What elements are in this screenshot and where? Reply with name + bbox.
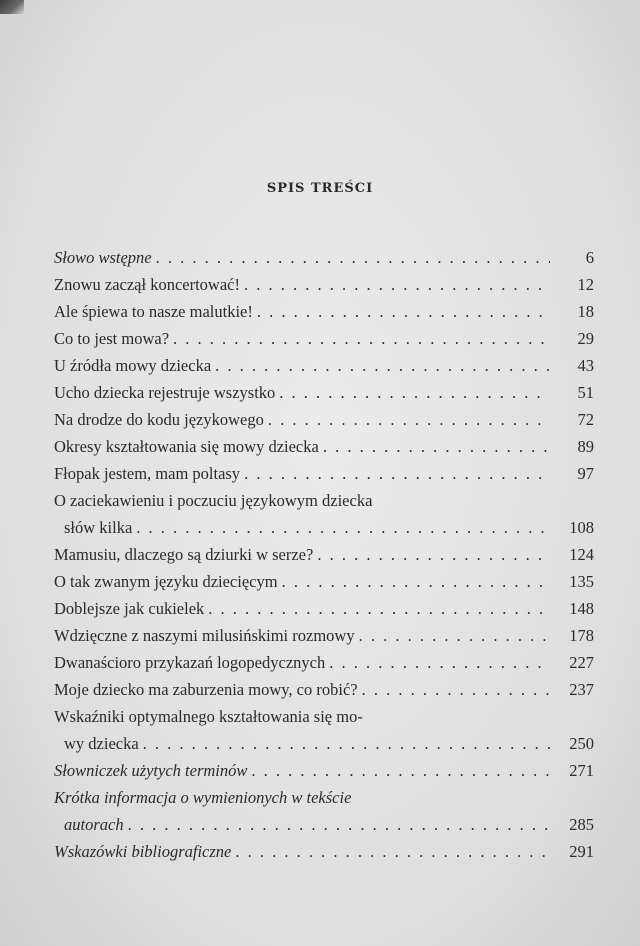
dot-leader [124,815,550,835]
toc-entry [54,275,594,302]
toc-entry-title: Krótka informacja o wymienionych w tekście [54,788,352,807]
toc-entry-page: 291 [569,842,594,861]
toc-entry-title: wy dziecka [64,734,139,753]
dot-leader [264,410,550,430]
toc-entry-page: 148 [569,599,594,618]
toc-entry-page: 250 [569,734,594,753]
toc-entry-title: Okresy kształtowania się mowy dziecka [54,437,319,456]
toc-entry-title: Znowu zaczął koncertować! [54,275,240,294]
toc-entry-page: 124 [569,545,594,564]
toc-entry [54,842,594,869]
toc-entry-page: 6 [585,248,594,267]
toc-entry [54,491,594,518]
toc-entry-title: Słowniczek użytych terminów [54,761,248,780]
toc-entry-title: Dwanaścioro przykazań logopedycznych [54,653,326,672]
toc-entry [54,761,594,788]
toc-entry-title: Na drodze do kodu językowego [54,410,264,429]
dot-leader [278,572,550,592]
toc-entry-title: słów kilka [64,518,133,537]
toc-entry [54,572,594,599]
toc-entry-page: 18 [577,302,594,321]
toc-entry [54,680,594,707]
dot-leader [240,464,550,484]
page-corner-shadow [0,0,24,14]
toc-entry-title: U źródła mowy dziecka [54,356,212,375]
toc-entry [54,383,594,410]
dot-leader [253,302,550,322]
toc-entry [54,734,594,761]
dot-leader [358,680,550,700]
dot-leader [325,653,550,673]
toc-entry [54,518,594,545]
toc-entry-page: 135 [569,572,594,591]
toc-entry-page: 43 [577,356,594,375]
dot-leader [355,626,550,646]
dot-leader [319,437,550,457]
toc-entry-title: Ucho dziecka rejestruje wszystko [54,383,276,402]
toc-entry-page: 237 [569,680,594,699]
toc-entry [54,356,594,383]
toc-entry-title: O tak zwanym języku dziecięcym [54,572,278,591]
toc-entry-title: Moje dziecko ma zaburzenia mowy, co robić? [54,680,358,699]
dot-leader [204,599,550,619]
toc-entry-page: 51 [577,383,594,402]
toc-entry-page: 271 [569,761,594,780]
toc-entry-page: 97 [577,464,594,483]
toc-entry-page: 285 [569,815,594,834]
page-title: SPIS TREŚCI [266,181,374,196]
toc-entry-title: O zaciekawieniu i poczuciu językowym dziecka [54,491,373,510]
toc-entry-title: autorach [64,815,124,834]
toc-entry [54,329,594,356]
toc-entry-title: Co to jest mowa? [54,329,170,348]
toc-entry [54,653,594,680]
toc-entry-page: 227 [569,653,594,672]
dot-leader [132,518,550,538]
toc-entry [54,464,594,491]
toc-entry-page: 29 [577,329,594,348]
dot-leader [152,248,550,268]
toc-entry-title: Mamusiu, dlaczego są dziurki w serze? [54,545,314,564]
toc-entry [54,437,594,464]
toc-entry-title: Słowo wstępne [54,248,152,267]
toc-entry [54,626,594,653]
toc-entry-page: 89 [577,437,594,456]
dot-leader [247,761,550,781]
toc-entry [54,248,594,275]
toc-entry-title: Ale śpiewa to nasze malutkie! [54,302,253,321]
toc-entry-page: 12 [577,275,594,294]
toc-entry-title: Doblejsze jak cukielek [54,599,205,618]
toc-entry [54,599,594,626]
toc-entry-page: 108 [569,518,594,537]
toc-entry [54,788,594,815]
table-of-contents [54,248,594,869]
dot-leader [139,734,550,754]
dot-leader [169,329,550,349]
toc-entry-title: Wdzięczne z naszymi milusińskimi rozmowy [54,626,355,645]
toc-entry-title: Fłopak jestem, mam poltasy [54,464,241,483]
toc-entry [54,707,594,734]
dot-leader [231,842,550,862]
dot-leader [240,275,550,295]
toc-entry-title: Wskaźniki optymalnego kształtowania się mo- [54,707,363,726]
toc-entry [54,410,594,437]
toc-entry-page: 178 [569,626,594,645]
dot-leader [275,383,550,403]
dot-leader [313,545,550,565]
toc-entry [54,545,594,572]
dot-leader [211,356,550,376]
toc-entry [54,815,594,842]
toc-entry-page: 72 [577,410,594,429]
toc-entry [54,302,594,329]
toc-entry-title: Wskazówki bibliograficzne [54,842,232,861]
